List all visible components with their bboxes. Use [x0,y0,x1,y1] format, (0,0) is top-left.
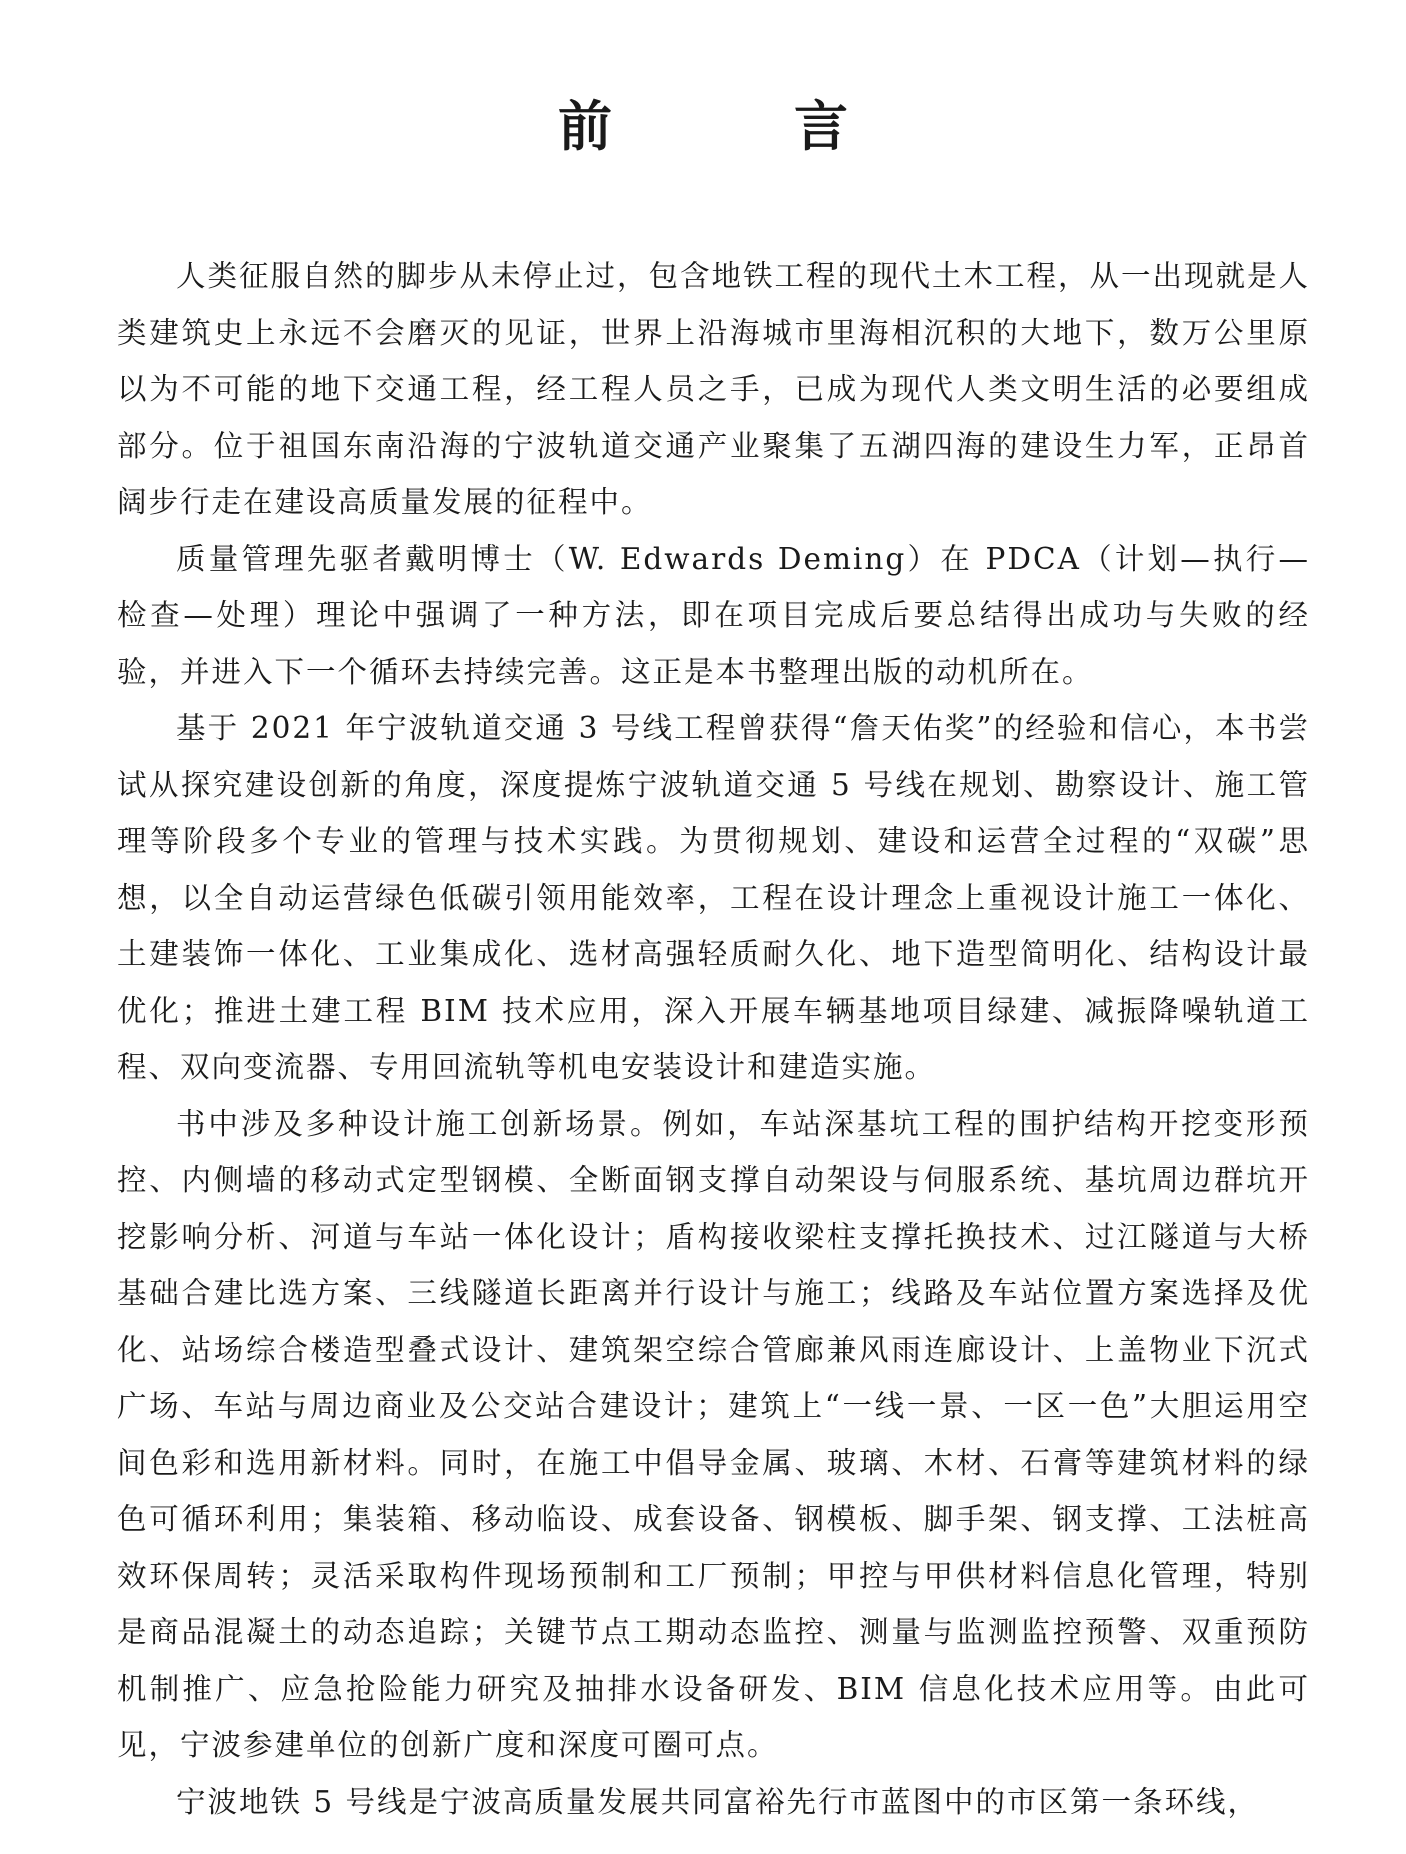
paragraph-5: 宁波地铁 5 号线是宁波高质量发展共同富裕先行市蓝图中的市区第一条环线， [176,1784,1260,1819]
paragraph-3: 基于 2021 年宁波轨道交通 3 号线工程曾获得“詹天佑奖”的经验和信心，本书尝试从探究建设创新的角度，深度提炼宁波轨道交通 5 号线在规划、勘察设计、施工管理等阶段多个专业的管理与技术实践。为贯彻规划、建设和运营全过程的“双碳”思想，以全自动运营绿色低碳引领用能效率，工程在设计理念上重视设计施工一体化、土建装饰一体化、工业集成化、选材高强轻质耐久化、地下造型简明化、结构设计最优化；推进土建工程 BIM 技术应用，深入开展车辆基地项目绿建、减振降噪轨道工程、双向变流器、专用回流轨等机电安装设计和建造实施。 [117,711,1310,1084]
page-title: 前 言 [558,94,912,158]
paragraph-1: 人类征服自然的脚步从未停止过，包含地铁工程的现代土木工程，从一出现就是人类建筑史上永远不会磨灭的见证，世界上沿海城市里海相沉积的大地下，数万公里原以为不可能的地下交通工程，经工程人员之手，已成为现代人类文明生活的必要组成部分。位于祖国东南沿海的宁波轨道交通产业聚集了五湖四海的建设生力军，正昂首阔步行走在建设高质量发展的征程中。 [117,259,1311,519]
preface-body [117,248,1310,1830]
paragraph-2: 质量管理先驱者戴明博士（W. Edwards Deming）在 PDCA（计划—执行—检查—处理）理论中强调了一种方法，即在项目完成后要总结得出成功与失败的经验，并进入下一个循环去持续完善。这正是本书整理出版的动机所在。 [117,541,1310,689]
paragraph-4: 书中涉及多种设计施工创新场景。例如，车站深基坑工程的围护结构开挖变形预控、内侧墙的移动式定型钢模、全断面钢支撑自动架设与伺服系统、基坑周边群坑开挖影响分析、河道与车站一体化设计；盾构接收梁柱支撑托换技术、过江隧道与大桥基础合建比选方案、三线隧道长距离并行设计与施工；线路及车站位置方案选择及优化、站场综合楼造型叠式设计、建筑架空综合管廊兼风雨连廊设计、上盖物业下沉式广场、车站与周边商业及公交站合建设计；建筑上“一线一景、一区一色”大胆运用空间色彩和选用新材料。同时，在施工中倡导金属、玻璃、木材、石膏等建筑材料的绿色可循环利用；集装箱、移动临设、成套设备、钢模板、脚手架、钢支撑、工法桩高效环保周转；灵活采取构件现场预制和工厂预制；甲控与甲供材料信息化管理，特别是商品混凝土的动态追踪；关键节点工期动态监控、测量与监测监控预警、双重预防机制推广、应急抢险能力研究及抽排水设备研发、BIM 信息化技术应用等。由此可见，宁波参建单位的创新广度和深度可圈可点。 [117,1106,1310,1762]
